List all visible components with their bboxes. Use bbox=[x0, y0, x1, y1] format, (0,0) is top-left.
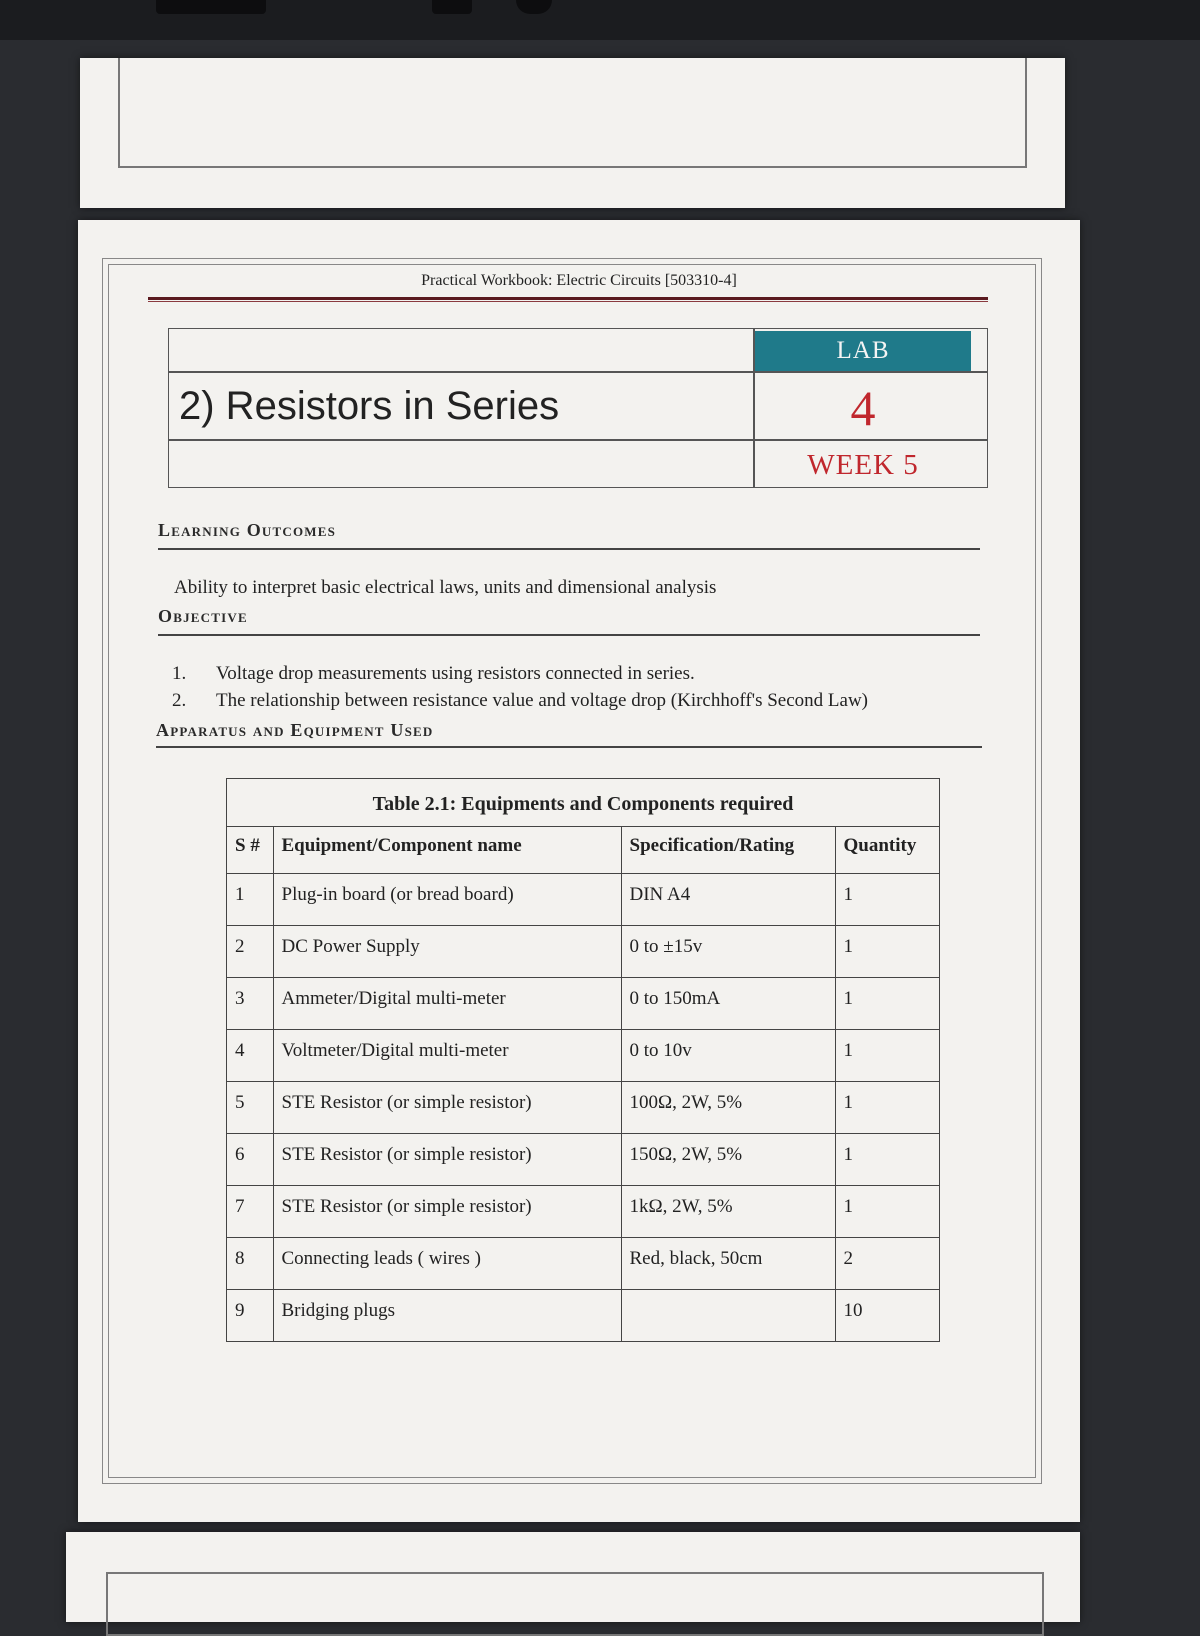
workbook-page bbox=[78, 220, 1080, 1522]
cell-sn: 6 bbox=[227, 1134, 273, 1186]
section-rule bbox=[156, 746, 982, 748]
cell-quantity: 1 bbox=[835, 1082, 939, 1134]
cell-name: STE Resistor (or simple resistor) bbox=[273, 1082, 621, 1134]
lab-number: 4 bbox=[850, 380, 876, 436]
cell-sn: 3 bbox=[227, 978, 273, 1030]
cell-spec: 0 to 150mA bbox=[621, 978, 835, 1030]
learning-outcomes-heading: Learning Outcomes bbox=[158, 520, 337, 540]
cell-name: Bridging plugs bbox=[273, 1290, 621, 1342]
cell-quantity: 2 bbox=[835, 1238, 939, 1290]
objective-number: 2. bbox=[172, 690, 187, 711]
rotate-icon[interactable] bbox=[516, 0, 552, 14]
cell-sn: 5 bbox=[227, 1082, 273, 1134]
header-rule bbox=[148, 297, 988, 300]
table-row bbox=[227, 1290, 939, 1342]
cell-quantity: 1 bbox=[835, 874, 939, 926]
objective-text: Voltage drop measurements using resistors connected in series. bbox=[216, 663, 695, 684]
cell-quantity: 1 bbox=[835, 978, 939, 1030]
cell-quantity: 1 bbox=[835, 1134, 939, 1186]
page-border bbox=[106, 1572, 1044, 1636]
viewer-toolbar bbox=[0, 0, 1200, 40]
cell-name: DC Power Supply bbox=[273, 926, 621, 978]
download-icon[interactable] bbox=[432, 0, 472, 14]
cell-spec: 1kΩ, 2W, 5% bbox=[621, 1186, 835, 1238]
cell-sn: 9 bbox=[227, 1290, 273, 1342]
objective-number: 1. bbox=[172, 663, 187, 684]
cell-name: Voltmeter/Digital multi-meter bbox=[273, 1030, 621, 1082]
cell-name: Connecting leads ( wires ) bbox=[273, 1238, 621, 1290]
cell-quantity: 1 bbox=[835, 926, 939, 978]
section-rule bbox=[158, 548, 980, 550]
week-label: WEEK 5 bbox=[807, 449, 919, 481]
section-rule bbox=[158, 634, 980, 636]
cell-name: Plug-in board (or bread board) bbox=[273, 874, 621, 926]
cell-name: STE Resistor (or simple resistor) bbox=[273, 1186, 621, 1238]
cell-sn: 8 bbox=[227, 1238, 273, 1290]
cell-name: STE Resistor (or simple resistor) bbox=[273, 1134, 621, 1186]
cell-name: Ammeter/Digital multi-meter bbox=[273, 978, 621, 1030]
column-header-quantity: Quantity bbox=[835, 827, 939, 874]
header-rule-thin bbox=[148, 301, 988, 302]
apparatus-heading: Apparatus and Equipment Used bbox=[156, 720, 434, 740]
cell-sn: 7 bbox=[227, 1186, 273, 1238]
equipment-table bbox=[226, 778, 940, 1342]
toolbar-button[interactable] bbox=[156, 0, 266, 14]
table-header-row bbox=[227, 827, 939, 874]
lab-title-box bbox=[168, 328, 988, 488]
cell-spec: 0 to ±15v bbox=[621, 926, 835, 978]
table-row bbox=[227, 1030, 939, 1082]
cell-sn: 1 bbox=[227, 874, 273, 926]
running-header: Practical Workbook: Electric Circuits [503310-4] bbox=[421, 272, 737, 289]
table-row bbox=[227, 1134, 939, 1186]
table-caption: Table 2.1: Equipments and Components required bbox=[227, 779, 939, 827]
previous-page bbox=[80, 58, 1065, 208]
cell-sn: 4 bbox=[227, 1030, 273, 1082]
cell-quantity: 1 bbox=[835, 1030, 939, 1082]
column-header-sn: S # bbox=[227, 827, 273, 874]
table-row bbox=[227, 926, 939, 978]
cell-spec: Red, black, 50cm bbox=[621, 1238, 835, 1290]
column-header-spec: Specification/Rating bbox=[621, 827, 835, 874]
table-row bbox=[227, 1238, 939, 1290]
cell-quantity: 10 bbox=[835, 1290, 939, 1342]
cell-spec: DIN A4 bbox=[621, 874, 835, 926]
page-border bbox=[118, 58, 1027, 168]
objective-text: The relationship between resistance value and voltage drop (Kirchhoff's Second Law) bbox=[216, 690, 869, 711]
cell-quantity: 1 bbox=[835, 1186, 939, 1238]
next-page bbox=[66, 1532, 1080, 1622]
column-header-name: Equipment/Component name bbox=[273, 827, 621, 874]
table-row bbox=[227, 1186, 939, 1238]
lab-title: 2) Resistors in Series bbox=[179, 384, 560, 428]
table-row bbox=[227, 874, 939, 926]
cell-spec: 150Ω, 2W, 5% bbox=[621, 1134, 835, 1186]
cell-sn: 2 bbox=[227, 926, 273, 978]
cell-spec bbox=[621, 1290, 835, 1342]
learning-outcome-text: Ability to interpret basic electrical laws, units and dimensional analysis bbox=[174, 577, 717, 598]
lab-label: LAB bbox=[755, 331, 971, 371]
table-row bbox=[227, 978, 939, 1030]
objective-heading: Objective bbox=[158, 606, 248, 626]
cell-spec: 0 to 10v bbox=[621, 1030, 835, 1082]
table-row bbox=[227, 1082, 939, 1134]
cell-spec: 100Ω, 2W, 5% bbox=[621, 1082, 835, 1134]
